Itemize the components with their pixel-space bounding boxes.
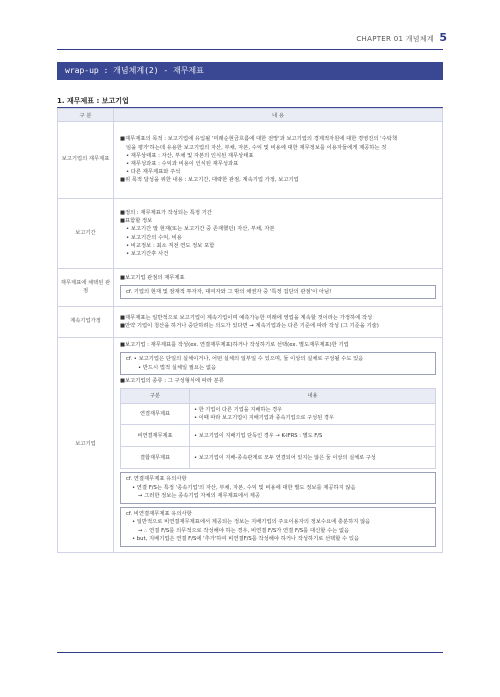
text-line: • 보고기간의 수익, 비용: [126, 234, 182, 241]
sub-row-content: • 보고기업이 지배기업 단독인 경우 → K-IFRS : 별도 F/S: [190, 425, 436, 447]
row-category: 보고기업: [58, 338, 114, 553]
row-content: [114, 338, 443, 553]
footer-rule: [57, 652, 443, 653]
note-line: • 일반적으로 비연결재무제표에서 제공되는 정보는 지배기업의 주요이용자의 정보수요에 충분하지 않음: [132, 519, 371, 526]
sub-line: • 이때 따라 보고기업이 지배기업과 종속기업으로 구성된 경우: [194, 415, 334, 422]
sub-header-content: 내용: [190, 389, 436, 404]
sub-table-header: [121, 389, 436, 404]
page-number: 5: [439, 31, 447, 44]
row-content: [114, 122, 443, 199]
text-line: ■표함할 정보: [120, 218, 153, 225]
text-line: • 다른 재무제표와 주석: [126, 169, 181, 176]
sub-row-kind: 비연결재무제표: [121, 425, 190, 447]
text-line: ■만약 기업이 청산을 하거나 중단하려는 의도가 있다면 → 계속기업과는 다른 기준에 따라 작성 (그 기준을 기술): [120, 323, 379, 329]
sub-row-content: • 보고기업이 지배-종속관계로 모두 연결되어 있지는 않은 둘 이상의 실체로 구성: [190, 447, 436, 469]
chapter-label: CHAPTER 01 개념체계: [356, 35, 434, 43]
text-line: ■보고기업 : 재무제표를 작성(ex. 연결재무제표)하거나 작성하기로 선택(ex. 별도재무제표)한 기업: [120, 342, 349, 348]
text-line: • 비교정보 : 최소 직전 연도 정보 포함: [126, 242, 215, 249]
note-line: → 그러한 정보는 종속기업 자체의 재무제표에서 제공: [138, 493, 260, 500]
note-box: cf. 기업의 현재 및 잠재적 투자자, 대여자와 그 밖의 채권자 중 '특정 집단의 관점'이 아님!: [120, 285, 436, 299]
text-line: 임을 평가'하는데 유용한 보고기업의 자산, 부채, 자본, 수익 및 비용에 대한 재무정보를 이용자들에게 제공하는 것: [126, 144, 387, 151]
row-category: 재무제표에 채택된 관점: [58, 269, 114, 307]
text-line: • 보고기간 말 현재(또는 보고기간 중 존재했던) 자산, 부채, 자본: [126, 226, 275, 233]
table-row: [58, 269, 443, 307]
row-content: [114, 307, 443, 338]
entity-type-table: [120, 388, 436, 469]
text-line: • 보고기간후 사건: [126, 250, 169, 257]
sub-row-kind: 결합재무제표: [121, 447, 190, 469]
note-box: [120, 352, 436, 375]
header-content: 내 용: [114, 109, 443, 122]
sub-header-kind: 구분: [121, 389, 190, 404]
text-line: ■재무제표의 목적 : 보고기업에 유입될 '미래순현금흐름에 대한 전망'과 보고기업의 경제적자원에 대한 경영진의 '수탁책: [120, 136, 397, 143]
page-header: [0, 32, 500, 46]
row-category: 계속기업가정: [58, 307, 114, 338]
sub-row-content: [190, 404, 436, 425]
text-line: ■보고기업의 종류 : 그 구성형식에 따라 분류: [120, 378, 224, 385]
sub-table-row: [121, 447, 436, 469]
row-content: [114, 269, 443, 307]
row-category: 보고기업의 재무제표: [58, 122, 114, 199]
header-category: 구 분: [58, 109, 114, 122]
sub-table-row: [121, 425, 436, 447]
note-line: • 반드시 법적 실체일 필요는 없음: [138, 364, 217, 371]
note-line: • 연결 F/S는 특정 '종속기업'의 자산, 부채, 자본, 수익 및 비용에 대한 별도 정보를 제공하지 않음: [132, 484, 356, 491]
text-line: ■정의 : 재무제표가 작성되는 특정 기간: [120, 209, 212, 216]
section-title: 1. 재무제표 : 보고기업: [57, 97, 129, 105]
note-line: → ∴ 연결 F/S를 의무적으로 작성해야 하는 경우, 비연결 F/S가 연결 F/S를 대신할 수는 없음: [138, 527, 350, 534]
text-line: • 재무상태표 : 자산, 부채 및 자본의 인식된 재무상태표: [126, 152, 254, 159]
note-box: [120, 472, 436, 503]
note-line: cf. 비연결재무제표 유의사항: [126, 510, 192, 517]
sub-line: • 한 기업이 다른 기업을 지배하는 경우: [194, 407, 283, 414]
table-header-row: [58, 109, 443, 122]
section-banner: wrap-up : 개념체계(2) - 재무제표: [57, 62, 443, 80]
summary-table: [57, 108, 443, 553]
text-line: ■위 목적 달성을 위한 내용 : 보고기간, 대략한 관점, 계속기업 가정, 보고기업: [120, 177, 299, 184]
note-line: • but, 지배기업은 연결 F/S에 '추가'하여 비연결F/S를 작성해야 하거나 작성하기로 선택할 수 있음: [132, 536, 360, 543]
text-line: ■재무제표는 일반적으로 보고기업이 계속기업이며 예측가능한 미래에 영업을 계속할 것이라는 가정하에 작성: [120, 314, 373, 321]
text-line: ■보고기업 관점의 재무제표: [120, 274, 185, 281]
table-row: [58, 199, 443, 269]
table-row: [58, 122, 443, 199]
row-category: 보고기간: [58, 199, 114, 269]
header-rule: [57, 49, 443, 50]
row-content: [114, 199, 443, 269]
sub-row-kind: 연결재무제표: [121, 404, 190, 425]
sub-table-row: [121, 404, 436, 425]
note-box: [120, 507, 436, 547]
table-row: [58, 338, 443, 553]
table-row: [58, 307, 443, 338]
note-line: cf. • 보고기업은 단일의 실체이거나, 어떤 실체의 일부일 수 있으며, 둘 이상의 실체로 구성될 수도 있음: [126, 356, 364, 363]
text-line: • 재무성과표 : 수익과 비용이 인식된 재무성과표: [126, 161, 239, 167]
note-line: cf. 연결재무제표 유의사항: [126, 476, 187, 483]
